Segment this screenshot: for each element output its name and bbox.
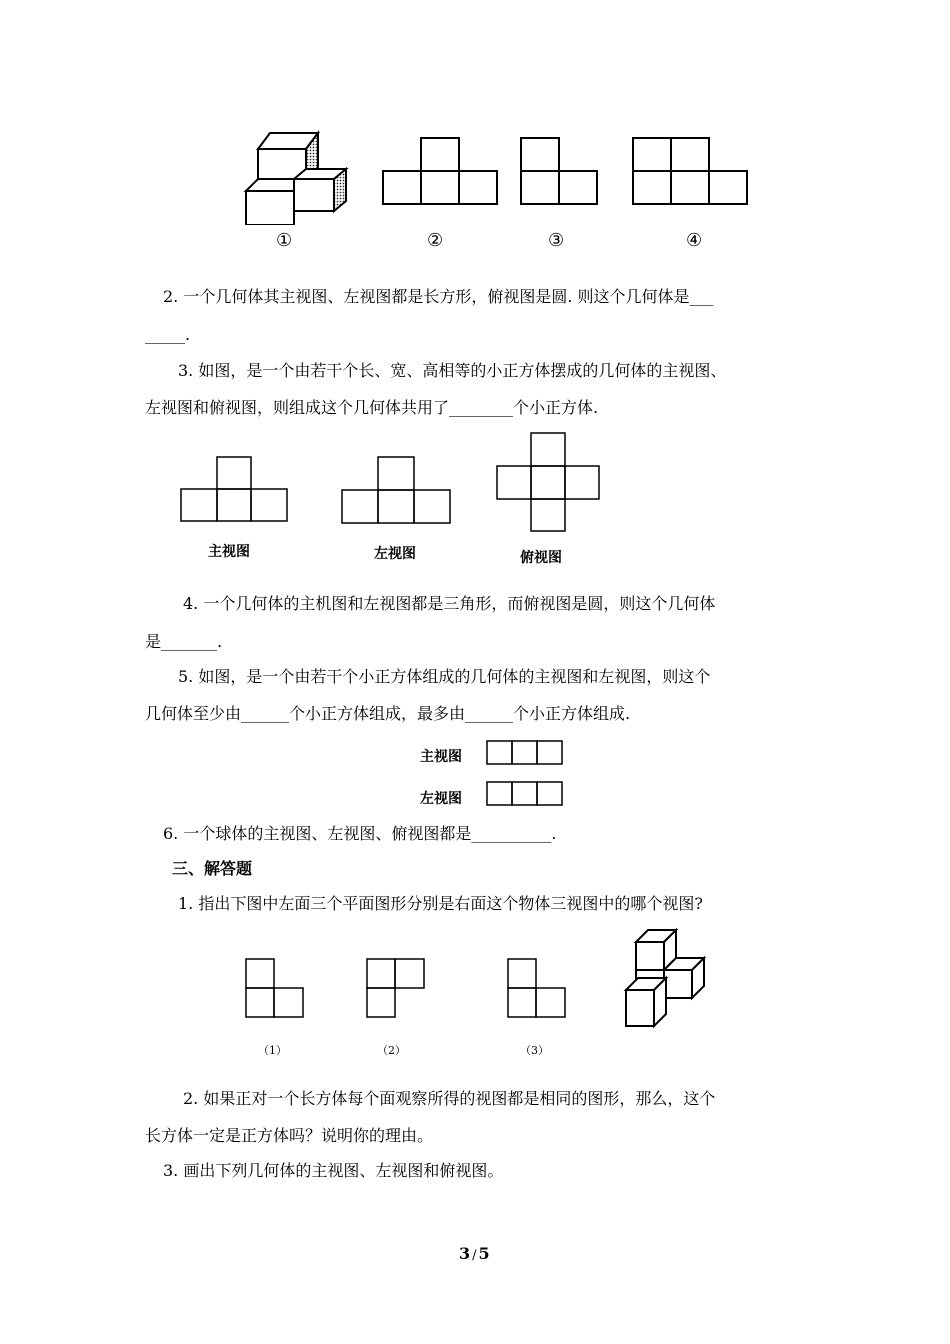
cube-stack-figure [240, 125, 350, 225]
s3q1-shape-1 [245, 958, 305, 1018]
section-3-title: 三、解答题 [172, 859, 253, 878]
figure-caption-4: ④ [686, 230, 703, 251]
q3-left-view [341, 456, 453, 524]
view-figure-2 [382, 137, 498, 205]
figure-caption-2: ② [427, 230, 444, 251]
question-3-line-1: 3. 如图，是一个由若干个长、宽、高相等的小正方体摆成的几何体的主视图、 [178, 361, 727, 380]
question-4-line-1: 4. 一个几何体的主机图和左视图都是三角形，而俯视图是圆，则这个几何体 [183, 594, 716, 613]
page-separator: / [472, 1248, 477, 1263]
figure-caption-1: ① [276, 230, 293, 251]
q5-front-view-label: 主视图 [420, 749, 462, 765]
page-current: 3 [459, 1244, 471, 1263]
q3-left-view-label: 左视图 [374, 546, 416, 562]
s3q1-cube-object [622, 926, 706, 1030]
s3-question-1-line-1: 1. 指出下图中左面三个平面图形分别是右面这个物体三视图中的哪个视图? [178, 894, 703, 913]
q3-front-view-label: 主视图 [208, 544, 250, 560]
question-3-line-2: 左视图和俯视图，则组成这个几何体共用了________个小正方体. [145, 398, 599, 417]
s3q1-caption-3: （3） [520, 1044, 549, 1057]
q3-front-view [180, 456, 290, 522]
q3-top-view [496, 432, 602, 532]
s3q1-caption-2: （2） [377, 1044, 406, 1057]
page-number [459, 1244, 490, 1263]
figure-caption-3: ③ [548, 230, 565, 251]
page-total: 5 [478, 1244, 490, 1263]
question-2-line-1: 2. 一个几何体其主视图、左视图都是长方形，俯视图是圆. 则这个几何体是___ [163, 287, 714, 306]
question-5-line-1: 5. 如图，是一个由若干个小正方体组成的几何体的主视图和左视图，则这个 [178, 667, 711, 686]
s3-question-3-line-1: 3. 画出下列几何体的主视图、左视图和俯视图。 [163, 1161, 504, 1180]
s3q1-caption-1: （1） [258, 1044, 287, 1057]
view-figure-3 [520, 137, 600, 205]
question-2-line-2: _____. [145, 325, 191, 344]
q5-left-view [486, 781, 564, 807]
q3-top-view-label: 俯视图 [520, 550, 562, 566]
question-5-line-2: 几何体至少由______个小正方体组成，最多由______个小正方体组成. [145, 704, 631, 723]
s3q1-shape-3 [507, 958, 567, 1018]
s3-question-2-line-2: 长方体一定是正方体吗？说明你的理由。 [145, 1126, 434, 1145]
q5-front-view [486, 740, 564, 766]
question-4-line-2: 是_______. [145, 632, 223, 651]
q5-left-view-label: 左视图 [420, 791, 462, 807]
s3q1-shape-2 [366, 958, 426, 1018]
question-6-line-1: 6. 一个球体的主视图、左视图、俯视图都是__________. [163, 824, 557, 843]
s3-question-2-line-1: 2. 如果正对一个长方体每个面观察所得的视图都是相同的图形，那么，这个 [183, 1089, 716, 1108]
view-figure-4 [632, 137, 748, 205]
